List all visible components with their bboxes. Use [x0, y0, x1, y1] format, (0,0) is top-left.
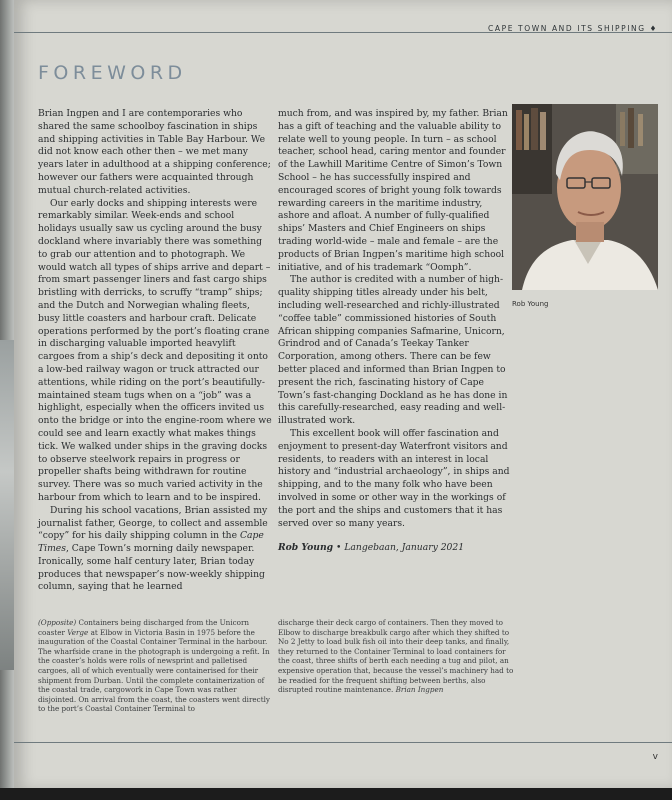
- paragraph: Our early docks and shipping interests were remarkably similar. Week-ends and school holidays usually saw us cycling around the busy dockland where invariably there was something to grab our attention and to photograph. We would watch all types of ships arrive and depart – from smart passenger liners and fast cargo ships bristling with derricks, to scruffy “tramp” ships; and the Dutch and Norwegian whaling fleets, busy little coasters and harbour craft. Delicate operations performed by the port’s floating crane in discharging valuable imported heavylift cargoes from a ship’s deck and depositing it onto a low-bed railway wagon or truck attracted our attentions, while riding on the port’s beautifully-maintained steam tugs when on a “job” was a highlight, especially when the officers invited us onto the bridge or into the engine-room where we could see and learn exactly what makes things tick. We walked under ships in the graving docks to observe steelwork repairs in progress or propeller shafts being withdrawn for routine survey. There was so much varied activity in the harbour from which to learn and to be inspired.: [38, 197, 272, 503]
- photo-credit: Brian Ingpen: [395, 685, 444, 695]
- page-bottom-shadow: [0, 788, 672, 800]
- text-column-1: [38, 108, 274, 594]
- running-head-text: CAPE TOWN AND ITS SHIPPING ♦: [488, 24, 658, 33]
- paragraph: much from, and was inspired by, my father. Brian has a gift of teaching and the valuable ability to relate well to young people. In turn – as school teacher, school head, caring mentor and founder of the Lawhill Maritime Centre of Simon’s Town School – he has successfully inspired and encouraged scores of bright young folk towards rewarding careers in the maritime industry, ashore and afloat. A number of fully-qualified ships’ Masters and Chief Engineers on ships trading world-wide – male and female – are the products of Brian Ingpen’s maritime high school initiative, and of his trademark “Oomph”.: [278, 108, 508, 273]
- page-number: v: [652, 752, 658, 762]
- photo-caption: Rob Young: [512, 300, 549, 308]
- paragraph: Brian Ingpen and I are contemporaries who shared the same schoolboy fascination in ships and shipping activities in Table Bay Harbour. We did not know each other then – we met many years later in adulthood at a shipping conference; however our fathers were acquainted through mutual church-related activities.: [38, 108, 271, 196]
- diamond-icon: ♦: [649, 24, 658, 33]
- portrait-image: [512, 104, 658, 290]
- running-head: [14, 6, 672, 33]
- book-page: [14, 0, 672, 790]
- author-portrait-photo: [512, 104, 658, 290]
- page-title: FOREWORD: [38, 62, 187, 84]
- signature: Rob Young • Langebaan, January 2021: [278, 542, 465, 554]
- bottom-rule: [14, 742, 672, 743]
- figure-caption-part-2: discharge their deck cargo of containers. Then they moved to Elbow to discharge breakbulk cargo after which they shifted to No 2 Jetty to load bulk fish oil into their deep tanks, and finally, they returned to the Container Terminal to load containers for the coast, three shifts of berth each needing a tug and pilot, an expensive operation that, because the vessel’s machinery had to be readied for the frequent shifting between berths, also disrupted routine maintenance. Brian Ingpen: [278, 618, 514, 695]
- paragraph: During his school vacations, Brian assisted my journalist father, George, to collect and assemble “copy” for his daily shipping column in the Cape Times, Cape Town’s morning daily newspaper. Ironically, some half century later, Brian today produces that newspaper’s now-weekly shipping column, saying that he learned: [38, 504, 268, 593]
- text-column-2: [278, 108, 514, 555]
- opposite-page-edge: [0, 340, 14, 670]
- paragraph: This excellent book will offer fascination and enjoyment to present-day Waterfront visitors and residents, to readers with an interest in local history and “industrial archaeology”, in ships and shipping, and to the many folk who have been involved in some or other way in the workings of the port and the ships and customers that it has served over so many years.: [278, 427, 510, 529]
- paragraph: The author is credited with a number of high-quality shipping titles already under his belt, including well-researched and richly-illustrated “coffee table” commissioned histories of South African shipping companies Safmarine, Unicorn, Grindrod and of Canada’s Teekay Tanker Corporation, among others. There can be few better placed and informed than Brian Ingpen to present the rich, fascinating history of Cape Town’s fast-changing Dockland as he has done in this carefully-researched, easy reading and well-illustrated work.: [278, 274, 508, 427]
- figure-caption-part-1: (Opposite) Containers being discharged from the Unicorn coaster Verge at Elbow in Victoria Basin in 1975 before the inauguration of the Coastal Container Terminal in the harbour. The wharfside crane in the photograph is undergoing a refit. In the coaster’s holds were rolls of newsprint and palletised cargoes, all of which eventually were containerised for their shipment from Durban. Until the complete containerization of the coastal trade, cargowork in Cape Town was rather disjointed. On arrival from the coast, the coasters went directly to the port’s Coastal Container Terminal to: [38, 618, 270, 714]
